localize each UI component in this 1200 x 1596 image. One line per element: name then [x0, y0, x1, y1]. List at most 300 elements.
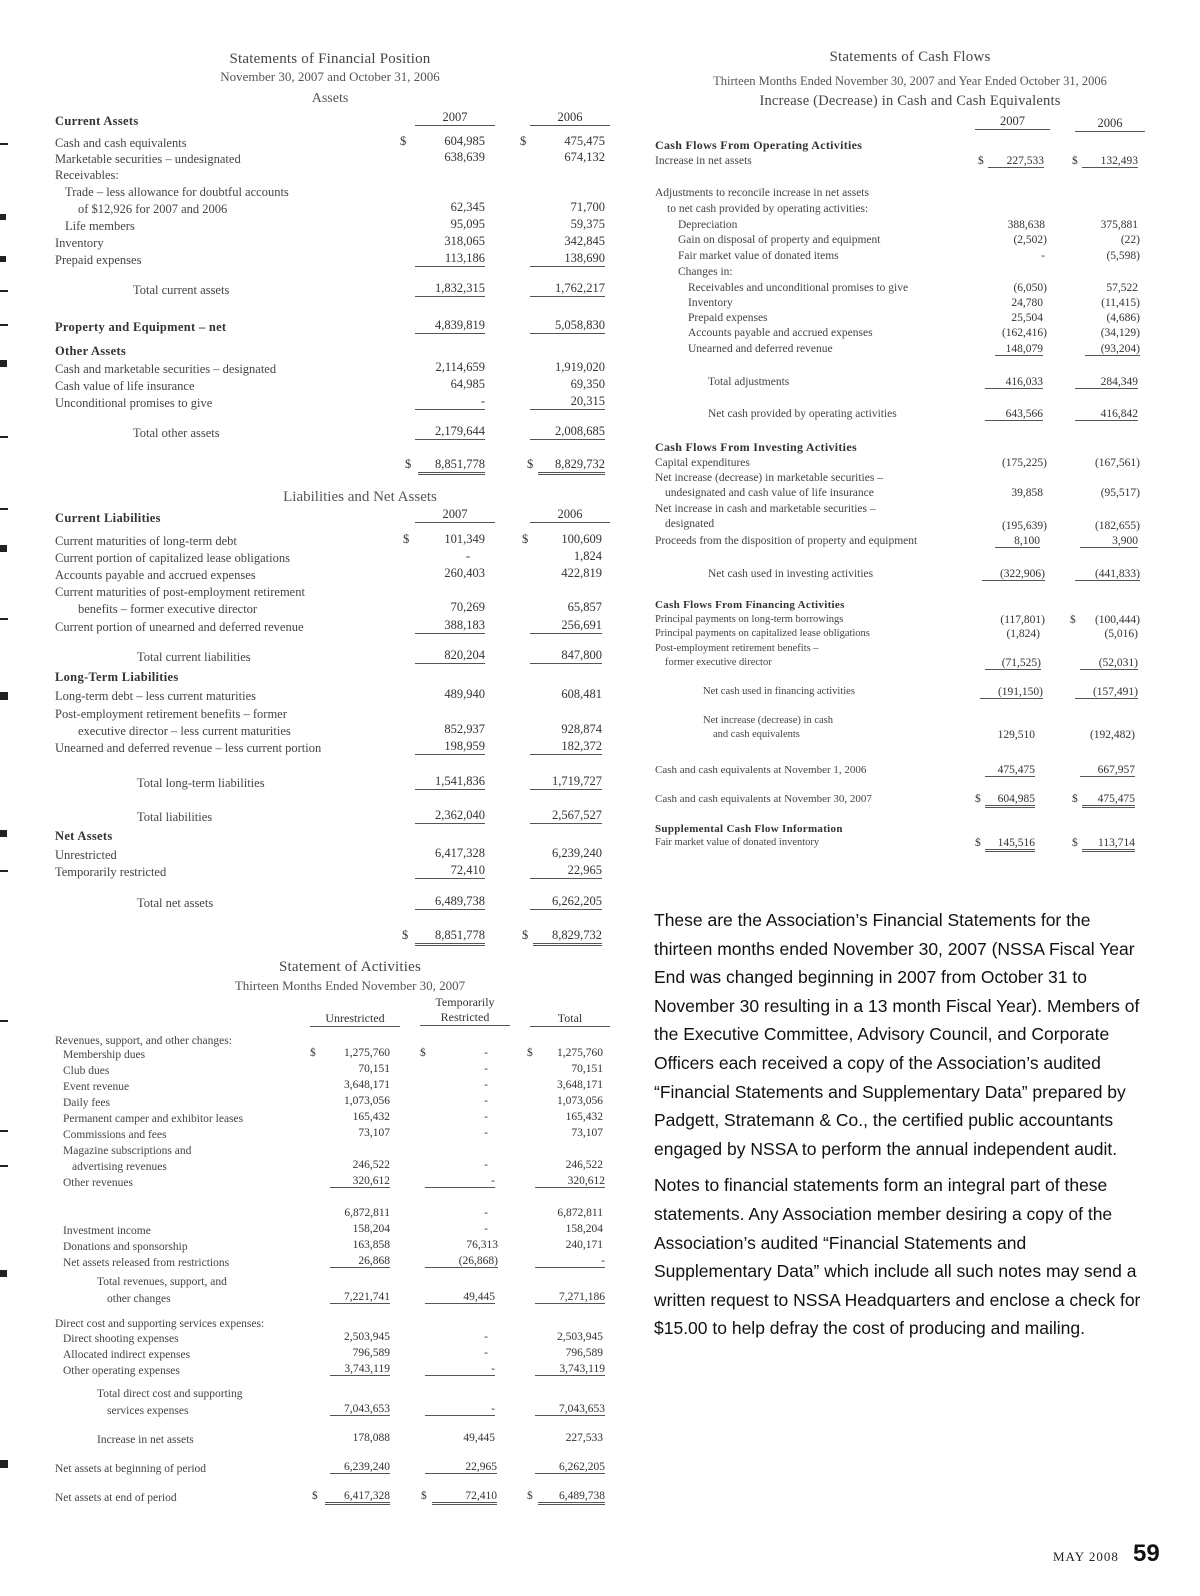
row-label: Unearned and deferred revenue [688, 343, 833, 355]
cf-value-2006: (5,598) [1106, 250, 1140, 262]
total-value-2007: 2,362,040 [415, 808, 485, 824]
cf-total-2006: 416,842 [1075, 408, 1138, 421]
subtotal-unrestricted: 6,872,811 [344, 1207, 390, 1219]
cf-total-2006: 284,349 [1075, 376, 1138, 389]
total-label: Net cash provided by operating activities [708, 408, 897, 420]
row-label: Membership dues [63, 1049, 146, 1061]
row-label: Increase in net assets [655, 155, 752, 167]
row-label: Net increase (decrease) in marketable securities – [655, 472, 883, 484]
row-unrestricted: 163,858 [352, 1239, 390, 1251]
row-label: designated [665, 518, 715, 530]
cf-value-2007: (2,502) [1013, 234, 1047, 246]
dollar-sign: $ [527, 1490, 533, 1502]
row-label: Magazine subscriptions and [63, 1145, 192, 1157]
row-temporarily: - [484, 1111, 488, 1123]
row-label: Post-employment retirement benefits – [655, 643, 819, 654]
dollar-sign: $ [403, 532, 410, 546]
row-label: Donations and sponsorship [63, 1241, 188, 1253]
act-col-total: Total [530, 1011, 610, 1027]
cf-value-2007: 148,079 [995, 343, 1043, 356]
row-total: - [535, 1255, 605, 1268]
cf-value-2007: (117,801) [1000, 614, 1045, 626]
cf-fin-head: Cash Flows From Financing Activities [655, 599, 845, 611]
cf-value-2006: (34,129) [1100, 327, 1140, 339]
row-value-2006: 674,132 [564, 150, 605, 164]
row-value-2006: 256,691 [530, 618, 602, 634]
total-label: Total current liabilities [137, 650, 251, 664]
dollar-sign: $ [522, 928, 529, 942]
row-unrestricted: 1,275,760 [344, 1047, 390, 1059]
act-col-unrestricted: Unrestricted [310, 1011, 400, 1027]
act-title: Statement of Activities [278, 959, 422, 975]
row-label: Current portion of capitalized lease obligations [55, 551, 290, 565]
cf-value-2007: 25,504 [1011, 312, 1043, 324]
row-value-2007: 2,114,659 [435, 360, 485, 374]
row-label: Proceeds from the disposition of property and equipment [655, 535, 918, 547]
cf-value-2006: 113,714 [1082, 837, 1135, 852]
fp-other-assets: Other Assets [55, 344, 127, 358]
total-label: Net increase (decrease) in cash [703, 715, 834, 726]
row-total: 2,503,945 [557, 1331, 603, 1343]
dollar-sign: $ [527, 457, 534, 471]
row-total: 1,073,056 [557, 1095, 603, 1107]
row-value-2007: 101,349 [444, 532, 485, 546]
row-label: Net increase in cash and marketable securities – [655, 503, 876, 515]
total-value-2007: 1,541,836 [415, 774, 485, 790]
row-value-2007: 198,959 [415, 739, 485, 755]
row-value-2006: 928,874 [561, 722, 602, 736]
row-temporarily: - [484, 1047, 488, 1059]
cf-adj-1: Adjustments to reconcile increase in net assets [655, 187, 869, 199]
total-assets-2006: 8,829,732 [538, 457, 605, 475]
cf-value-2006: (11,415) [1101, 297, 1140, 309]
row-unrestricted: 6,417,328 [325, 1490, 390, 1505]
row-value-2006: 138,690 [530, 251, 605, 267]
row-label: Depreciation [678, 219, 738, 231]
row-label: Investment income [63, 1225, 151, 1237]
row-value-2006: 20,315 [530, 394, 605, 410]
fp-col-2006: 2006 [530, 507, 610, 523]
cf-adj-2: to net cash provided by operating activities: [667, 203, 869, 215]
total-label: Total direct cost and supporting [97, 1388, 243, 1400]
row-label: Marketable securities – undesignated [55, 152, 241, 166]
cf-value-2007: 227,533 [988, 155, 1044, 168]
total-temporarily: 49,445 [425, 1291, 495, 1304]
total-value-2006: 6,262,205 [530, 894, 602, 910]
total-label: Net cash used in financing activities [703, 686, 855, 697]
row-label: Inventory [55, 236, 104, 250]
cf-value-2006: (52,031) [1080, 657, 1138, 670]
fp-col-2006: 2006 [530, 110, 610, 126]
cf-value-2006: 57,522 [1106, 282, 1138, 294]
row-unrestricted: 2,503,945 [344, 1331, 390, 1343]
row-label: Post-employment retirement benefits – former [55, 707, 287, 721]
cf-subtitle: Thirteen Months Ended November 30, 2007 and Year Ended October 31, 2006 [713, 74, 1107, 88]
row-value-2006: 65,857 [567, 600, 602, 614]
cf-total-2007: 416,033 [985, 376, 1043, 389]
row-value-2006: 22,965 [530, 863, 602, 879]
dollar-sign: $ [421, 1490, 427, 1502]
cf-supp-head: Supplemental Cash Flow Information [655, 823, 843, 835]
act-exp-head: Direct cost and supporting services expenses: [55, 1318, 265, 1330]
total-assets-2007: 8,851,778 [418, 457, 485, 475]
row-temporarily: - [425, 1175, 495, 1188]
row-total: 227,533 [565, 1432, 603, 1444]
fp-assets-heading: Assets [311, 91, 349, 106]
act-col-temp-1: Temporarily [435, 995, 495, 1009]
row-label: advertising revenues [72, 1161, 167, 1173]
dollar-sign: $ [975, 837, 981, 849]
row-total: 1,275,760 [557, 1047, 603, 1059]
cf-value-2006: (95,517) [1100, 487, 1140, 499]
row-label: Allocated indirect expenses [63, 1349, 191, 1361]
row-value-2006: 608,481 [561, 687, 602, 701]
row-value-2007: 62,345 [450, 200, 485, 214]
row-label: Prepaid expenses [688, 312, 768, 324]
row-label: Event revenue [63, 1081, 130, 1093]
cf-value-2006: 3,900 [1080, 535, 1138, 548]
fp-title: Statements of Financial Position [229, 51, 431, 67]
row-total: 158,204 [565, 1223, 603, 1235]
row-label: Current maturities of post-employment retirement [55, 585, 305, 599]
act-subtitle: Thirteen Months Ended November 30, 2007 [234, 978, 466, 993]
cf-value-2007: 8,100 [995, 535, 1040, 548]
cf-value-2007: 388,638 [1007, 219, 1045, 231]
cf-value-2006: (93,204) [1085, 343, 1140, 356]
cf-value-2006: (22) [1120, 234, 1140, 246]
row-label: Cash and cash equivalents [55, 136, 187, 150]
row-unrestricted: 178,088 [352, 1432, 390, 1444]
row-unrestricted: 70,151 [358, 1063, 390, 1075]
row-unrestricted: 796,589 [352, 1347, 390, 1359]
cf-value-2006: (182,655) [1094, 520, 1140, 532]
row-label: benefits – former executive director [78, 602, 258, 616]
row-label: Other operating expenses [63, 1365, 180, 1377]
fp-current-assets: Current Assets [55, 114, 139, 128]
cf-changes: Changes in: [678, 266, 733, 278]
cf-value-2007: (6,050) [1013, 282, 1047, 294]
row-temporarily: - [484, 1159, 488, 1171]
cf-value-2007: 604,985 [985, 793, 1035, 808]
cf-value-2007: (162,416) [1001, 327, 1047, 339]
row-temporarily: - [484, 1079, 488, 1091]
total-unrestricted: 7,221,741 [330, 1291, 390, 1304]
row-label: Temporarily restricted [55, 865, 167, 879]
row-label: Long-term debt – less current maturities [55, 689, 256, 703]
total-total: 7,043,653 [535, 1403, 605, 1416]
row-temporarily: - [484, 1347, 488, 1359]
dollar-sign: $ [312, 1490, 318, 1502]
cf-value-2006: 475,475 [1082, 793, 1135, 808]
row-value-2007: 489,940 [444, 687, 485, 701]
total-value-2006: 1,719,727 [530, 774, 602, 790]
subtotal-temporarily: - [484, 1207, 488, 1219]
total-label: Total net assets [137, 896, 214, 910]
cf-title: Statements of Cash Flows [829, 49, 991, 65]
row-label: Fair market value of donated items [678, 250, 839, 262]
row-unrestricted: 1,073,056 [344, 1095, 390, 1107]
row-label: Club dues [63, 1065, 110, 1077]
row-value-2007: - [415, 394, 485, 410]
dollar-sign: $ [520, 134, 527, 148]
row-total: 246,522 [565, 1159, 603, 1171]
cf-value-2007: 145,516 [985, 837, 1035, 852]
act-rev-head: Revenues, support, and other changes: [55, 1035, 232, 1047]
row-label: Gain on disposal of property and equipment [678, 234, 881, 246]
cf-value-2006: (167,561) [1094, 457, 1140, 469]
row-label: undesignated and cash value of life insurance [665, 487, 874, 499]
row-temporarily: - [484, 1095, 488, 1107]
row-label: Life members [65, 219, 135, 233]
row-value-2006: 100,609 [561, 532, 602, 546]
total-temporarily: - [425, 1403, 495, 1416]
row-total: 3,648,171 [557, 1079, 603, 1091]
row-value-2007: 95,095 [450, 217, 485, 231]
dollar-sign: $ [1072, 793, 1078, 805]
cf-op-head: Cash Flows From Operating Activities [655, 138, 863, 152]
row-label: Current maturities of long-term debt [55, 534, 237, 548]
row-total: 70,151 [571, 1063, 603, 1075]
row-temporarily: 22,965 [425, 1461, 497, 1474]
total-value-2006: 1,762,217 [530, 281, 605, 297]
row-label: Prepaid expenses [55, 253, 142, 267]
row-total: 320,612 [535, 1175, 605, 1188]
row-unrestricted: 6,239,240 [330, 1461, 390, 1474]
row-label: Capital expenditures [655, 457, 750, 469]
dollar-sign: $ [420, 1047, 426, 1059]
cf-value-2007: (195,639) [1001, 520, 1047, 532]
row-value-2006: 475,475 [564, 134, 605, 148]
total-value-2006: 847,800 [530, 648, 602, 664]
row-temporarily: 72,410 [432, 1490, 497, 1505]
total-label: Total revenues, support, and [97, 1276, 227, 1288]
cf-value-2007: 39,858 [1011, 487, 1043, 499]
row-label: Receivables: [55, 168, 119, 182]
row-temporarily: - [484, 1127, 488, 1139]
fp-ppe-label: Property and Equipment – net [55, 320, 227, 334]
row-temporarily: - [484, 1063, 488, 1075]
row-value-2007: 852,937 [444, 722, 485, 736]
row-value-2007: 604,985 [444, 134, 485, 148]
row-value-2006: 59,375 [570, 217, 605, 231]
notes-text [654, 906, 1146, 1351]
cf-col-2006: 2006 [1075, 116, 1145, 132]
row-value-2006: 182,372 [530, 739, 602, 755]
row-label: Inventory [688, 297, 733, 309]
fp-subtitle: November 30, 2007 and October 31, 2006 [220, 69, 440, 84]
row-label: Net assets at beginning of period [55, 1463, 207, 1475]
total-label: Total long-term liabilities [137, 776, 265, 790]
row-temporarily: 49,445 [463, 1432, 495, 1444]
row-unrestricted: 165,432 [352, 1111, 390, 1123]
subtotal-total: 6,872,811 [557, 1207, 603, 1219]
row-label: Unrestricted [55, 848, 117, 862]
cf-col-2007: 2007 [975, 114, 1050, 130]
cf-total-2006: (157,491) [1075, 686, 1138, 699]
row-value-2006: 71,700 [570, 200, 605, 214]
cf-total-2007: 129,510 [997, 729, 1035, 741]
total-label: Net cash used in investing activities [708, 568, 874, 580]
row-value-2006: 422,819 [561, 566, 602, 580]
total-label: Total other assets [133, 426, 220, 440]
dollar-sign: $ [405, 457, 412, 471]
row-unrestricted: 73,107 [358, 1127, 390, 1139]
row-label: Cash and marketable securities – designated [55, 362, 277, 376]
row-value-2007: 64,985 [450, 377, 485, 391]
dollar-sign: $ [527, 1047, 533, 1059]
dollar-sign: $ [1072, 837, 1078, 849]
cf-value-2006: 375,881 [1100, 219, 1138, 231]
total-label: Total current assets [133, 283, 230, 297]
cf-value-2006: 667,957 [1080, 764, 1135, 777]
row-value-2007: 72,410 [415, 863, 485, 879]
cf-value-2007: 24,780 [1011, 297, 1043, 309]
row-temporarily: - [484, 1223, 488, 1235]
row-label: Trade – less allowance for doubtful accounts [65, 185, 289, 199]
row-total: 6,489,738 [538, 1490, 605, 1505]
row-unrestricted: 320,612 [330, 1175, 390, 1188]
row-value-2007: 113,186 [415, 251, 485, 267]
row-label: Daily fees [63, 1097, 110, 1109]
row-value-2007: 70,269 [450, 600, 485, 614]
row-label: Accounts payable and accrued expenses [688, 327, 873, 339]
row-label: Receivables and unconditional promises to give [688, 282, 909, 294]
total-label: Total adjustments [708, 376, 790, 388]
total-label: services expenses [107, 1405, 189, 1417]
fp-current-liabilities: Current Liabilities [55, 511, 161, 525]
row-total: 240,171 [565, 1239, 603, 1251]
notes-paragraph-1: These are the Association’s Financial Statements for the thirteen months ended November 30, 2007 (NSSA Fiscal Year End was changed beginning in 2007 from October 31 to November 30 resulting in a 13 month Fiscal Year). Members of the Executive Committee, Advisory Council, and Corporate Officers each received a copy of the Association’s audited “Financial Statements and Supplementary Data” prepared by Padgett, Stratemann & Co., the certified public accountants engaged by NSSA to perform the annual independent audit. [654, 910, 1140, 1159]
fp-col-2007: 2007 [415, 110, 495, 126]
row-total: 3,743,119 [535, 1363, 605, 1376]
row-label: Cash and cash equivalents at November 1, 2006 [655, 764, 867, 776]
cf-total-2006: (441,833) [1075, 568, 1140, 581]
row-value-2007: - [465, 549, 470, 563]
total-label: and cash equivalents [713, 729, 800, 740]
row-label: Current portion of unearned and deferred revenue [55, 620, 304, 634]
row-unrestricted: 158,204 [352, 1223, 390, 1235]
dollar-sign: $ [975, 793, 981, 805]
cf-value-2007: (71,525) [985, 657, 1041, 670]
row-value-2007: 638,639 [444, 150, 485, 164]
cf-value-2006: (4,686) [1106, 312, 1140, 324]
total-value-2006: 2,008,685 [530, 424, 605, 440]
row-total: 796,589 [565, 1347, 603, 1359]
row-label: Net assets at end of period [55, 1492, 177, 1504]
row-label: Cash value of life insurance [55, 379, 195, 393]
row-unrestricted: 3,743,119 [330, 1363, 390, 1376]
row-label: Unconditional promises to give [55, 396, 213, 410]
fp-long-term: Long-Term Liabilities [55, 670, 179, 684]
row-label: Net assets released from restrictions [63, 1257, 230, 1269]
total-value-2007: 820,204 [415, 648, 485, 664]
row-value-2007: 260,403 [444, 566, 485, 580]
dollar-sign: $ [978, 155, 984, 167]
cf-value-2006: (5,016) [1104, 628, 1138, 640]
row-temporarily: 76,313 [466, 1239, 498, 1251]
total-ln-2007: 8,851,778 [415, 928, 485, 946]
cf-total-2007: (191,150) [980, 686, 1043, 699]
dollar-sign: $ [310, 1047, 316, 1059]
cf-value-2006: 132,493 [1082, 155, 1138, 168]
cf-value-2007: (1,824) [1006, 628, 1040, 640]
total-label: Total liabilities [137, 810, 213, 824]
fp-ppe-2006: 5,058,830 [530, 318, 605, 334]
row-temporarily: (26,868) [425, 1255, 498, 1268]
notes-paragraph-2: Notes to financial statements form an integral part of these statements. Any Association member desiring a copy of the Association’s audited “Financial Statements and Supplementary Data” which include all such notes may send a written request to NSSA Headquarters and enclose a check for $15.00 to help defray the cost of producing and mailing. [654, 1175, 1141, 1339]
total-label: other changes [107, 1293, 171, 1305]
total-ln-2006: 8,829,732 [533, 928, 602, 946]
row-label: of $12,926 for 2007 and 2006 [78, 202, 228, 216]
dollar-sign: $ [522, 532, 529, 546]
row-temporarily: - [484, 1331, 488, 1343]
dollar-sign: $ [402, 928, 409, 942]
cf-total-2006: (192,482) [1089, 729, 1135, 741]
fp-ppe-2007: 4,839,819 [415, 318, 485, 334]
row-label: Principal payments on long-term borrowings [655, 614, 844, 625]
row-label: Unearned and deferred revenue – less current portion [55, 741, 322, 755]
row-label: executive director – less current maturities [78, 724, 291, 738]
row-unrestricted: 246,522 [352, 1159, 390, 1171]
fp-col-2007: 2007 [415, 507, 495, 523]
dollar-sign: $ [400, 134, 407, 148]
row-value-2007: 388,183 [415, 618, 485, 634]
row-label: Fair market value of donated inventory [655, 837, 820, 848]
footer-date: MAY 2008 [1053, 1549, 1119, 1564]
row-value-2006: 1,824 [573, 549, 602, 563]
row-label: Cash and cash equivalents at November 30, 2007 [655, 793, 872, 805]
dollar-sign: $ [1070, 614, 1076, 626]
row-unrestricted: 26,868 [330, 1255, 390, 1268]
cf-inv-head: Cash Flows From Investing Activities [655, 440, 857, 454]
row-label: Permanent camper and exhibitor leases [63, 1113, 244, 1125]
row-label: Commissions and fees [63, 1129, 167, 1141]
total-value-2007: 6,489,738 [415, 894, 485, 910]
row-label: Accounts payable and accrued expenses [55, 568, 256, 582]
dollar-sign: $ [1072, 155, 1078, 167]
row-value-2007: 318,065 [444, 234, 485, 248]
page-number: 59 [1133, 1540, 1160, 1567]
cf-total-2007: 643,566 [985, 408, 1043, 421]
row-value-2006: 342,845 [564, 234, 605, 248]
fp-net-assets: Net Assets [55, 829, 113, 843]
fp-liab-heading: Liabilities and Net Assets [283, 489, 437, 505]
cf-total-2007: (322,906) [982, 568, 1045, 581]
act-col-temp-2: Restricted [420, 1010, 510, 1026]
row-value-2006: 69,350 [570, 377, 605, 391]
total-value-2007: 1,832,315 [415, 281, 485, 297]
row-unrestricted: 3,648,171 [344, 1079, 390, 1091]
row-label: Increase in net assets [97, 1434, 194, 1446]
row-value-2007: 6,417,328 [435, 846, 485, 860]
total-value-2006: 2,567,527 [530, 808, 602, 824]
row-label: Other revenues [63, 1177, 133, 1189]
row-total: 165,432 [565, 1111, 603, 1123]
row-value-2006: 1,919,020 [555, 360, 605, 374]
row-temporarily: - [425, 1363, 495, 1376]
cf-value-2007: 475,475 [985, 764, 1035, 777]
total-value-2007: 2,179,644 [415, 424, 485, 440]
total-unrestricted: 7,043,653 [330, 1403, 390, 1416]
row-total: 6,262,205 [535, 1461, 605, 1474]
cf-value-2007: (175,225) [1001, 457, 1047, 469]
row-value-2006: 6,239,240 [552, 846, 602, 860]
cf-subtitle-2: Increase (Decrease) in Cash and Cash Equivalents [759, 93, 1061, 109]
cf-value-2007: - [1041, 250, 1045, 262]
row-label: Principal payments on capitalized lease obligations [655, 628, 870, 639]
cf-value-2006: (100,444) [1094, 614, 1140, 626]
row-label: former executive director [665, 657, 772, 668]
